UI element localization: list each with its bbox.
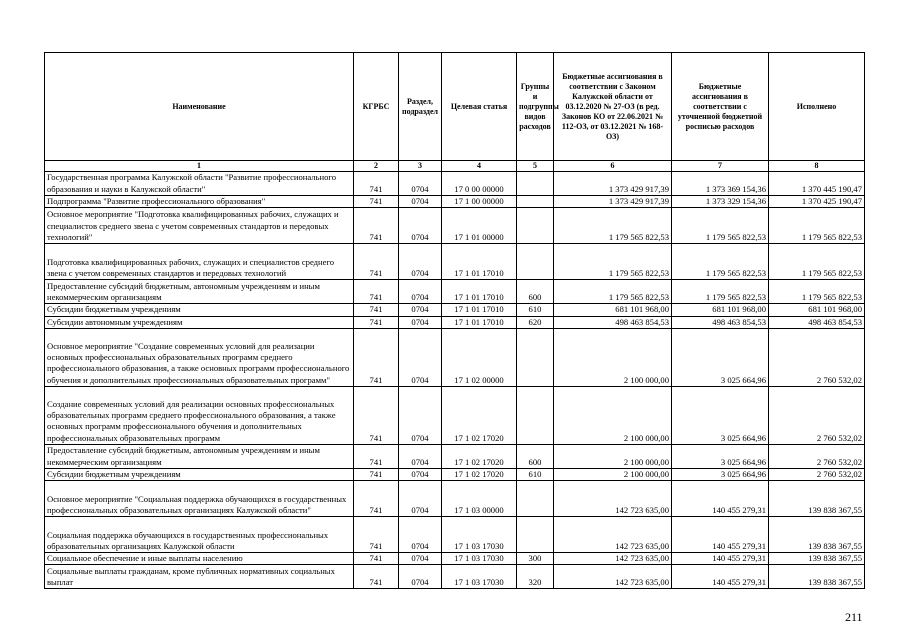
row-target-cell: 17 1 01 17010 bbox=[442, 244, 517, 280]
row-group-cell bbox=[517, 172, 554, 196]
table-row bbox=[45, 280, 865, 304]
col-number: 7 bbox=[672, 161, 769, 172]
row-name-cell: Социальные выплаты гражданам, кроме публичных нормативных социальных выплат bbox=[45, 565, 354, 589]
row-executed-cell: 1 179 565 822,53 bbox=[769, 208, 865, 244]
row-target-cell: 17 1 03 00000 bbox=[442, 481, 517, 517]
row-alloc-law-cell: 1 373 429 917,39 bbox=[554, 196, 672, 208]
row-alloc-refined-cell: 1 179 565 822,53 bbox=[672, 244, 769, 280]
table-row bbox=[45, 468, 865, 480]
table-row bbox=[45, 316, 865, 328]
row-group-cell: 600 bbox=[517, 444, 554, 468]
row-group-cell: 300 bbox=[517, 553, 554, 565]
row-target-cell: 17 1 01 17010 bbox=[442, 304, 517, 316]
row-target-cell: 17 1 02 00000 bbox=[442, 328, 517, 386]
table-row bbox=[45, 553, 865, 565]
row-target-cell: 17 1 00 00000 bbox=[442, 196, 517, 208]
row-alloc-refined-cell: 3 025 664,96 bbox=[672, 328, 769, 386]
row-executed-cell: 1 370 425 190,47 bbox=[769, 196, 865, 208]
row-name-cell: Подпрограмма "Развитие профессионального образования" bbox=[45, 196, 354, 208]
row-alloc-refined-cell: 1 179 565 822,53 bbox=[672, 280, 769, 304]
row-alloc-law-cell: 142 723 635,00 bbox=[554, 553, 672, 565]
row-executed-cell: 1 179 565 822,53 bbox=[769, 280, 865, 304]
column-number-row bbox=[45, 161, 865, 172]
row-section-cell: 0704 bbox=[399, 304, 442, 316]
row-alloc-law-cell: 498 463 854,53 bbox=[554, 316, 672, 328]
row-executed-cell: 2 760 532,02 bbox=[769, 328, 865, 386]
row-alloc-law-cell: 142 723 635,00 bbox=[554, 565, 672, 589]
table-row bbox=[45, 304, 865, 316]
row-alloc-refined-cell: 140 455 279,31 bbox=[672, 517, 769, 553]
row-target-cell: 17 1 02 17020 bbox=[442, 468, 517, 480]
row-alloc-law-cell: 2 100 000,00 bbox=[554, 444, 672, 468]
col-header-alloc-refined: Бюджетные ассигнования в соответствии с уточненной бюджетной росписью расходов bbox=[672, 53, 769, 161]
row-section-cell: 0704 bbox=[399, 517, 442, 553]
col-number: 1 bbox=[45, 161, 354, 172]
row-alloc-law-cell: 1 179 565 822,53 bbox=[554, 208, 672, 244]
row-section-cell: 0704 bbox=[399, 208, 442, 244]
row-executed-cell: 1 179 565 822,53 bbox=[769, 244, 865, 280]
row-name-cell: Создание современных условий для реализации основных профессиональных образовательных программ среднего профессионального образования, а также основных программ профессионального обучения и дополнительных профессиональных образовательных программ bbox=[45, 386, 354, 444]
table-row bbox=[45, 386, 865, 444]
row-name-cell: Социальное обеспечение и иные выплаты населению bbox=[45, 553, 354, 565]
row-alloc-law-cell: 142 723 635,00 bbox=[554, 517, 672, 553]
row-alloc-refined-cell: 1 373 369 154,36 bbox=[672, 172, 769, 196]
row-name-cell: Субсидии бюджетным учреждениям bbox=[45, 468, 354, 480]
row-alloc-refined-cell: 140 455 279,31 bbox=[672, 553, 769, 565]
row-alloc-law-cell: 1 179 565 822,53 bbox=[554, 280, 672, 304]
row-kgrbs-cell: 741 bbox=[354, 304, 399, 316]
row-alloc-refined-cell: 3 025 664,96 bbox=[672, 468, 769, 480]
row-alloc-refined-cell: 3 025 664,96 bbox=[672, 444, 769, 468]
col-number: 4 bbox=[442, 161, 517, 172]
row-name-cell: Предоставление субсидий бюджетным, автономным учреждениям и иным некоммерческим организациям bbox=[45, 280, 354, 304]
col-header-name: Наименование bbox=[45, 53, 354, 161]
row-group-cell bbox=[517, 244, 554, 280]
row-alloc-refined-cell: 140 455 279,31 bbox=[672, 481, 769, 517]
row-alloc-refined-cell: 1 373 329 154,36 bbox=[672, 196, 769, 208]
row-target-cell: 17 1 01 17010 bbox=[442, 316, 517, 328]
row-group-cell: 610 bbox=[517, 468, 554, 480]
row-name-cell: Социальная поддержка обучающихся в государственных профессиональных образовательных организациях Калужской области bbox=[45, 517, 354, 553]
page-number: 211 bbox=[845, 610, 863, 624]
row-kgrbs-cell: 741 bbox=[354, 196, 399, 208]
col-header-executed: Исполнено bbox=[769, 53, 865, 161]
table-row bbox=[45, 244, 865, 280]
table-row bbox=[45, 517, 865, 553]
budget-table bbox=[44, 52, 865, 589]
row-kgrbs-cell: 741 bbox=[354, 244, 399, 280]
row-section-cell: 0704 bbox=[399, 553, 442, 565]
row-executed-cell: 2 760 532,02 bbox=[769, 468, 865, 480]
row-group-cell: 610 bbox=[517, 304, 554, 316]
row-section-cell: 0704 bbox=[399, 444, 442, 468]
row-name-cell: Государственная программа Калужской области "Развитие профессионального образования и науки в Калужской области" bbox=[45, 172, 354, 196]
row-section-cell: 0704 bbox=[399, 565, 442, 589]
row-executed-cell: 498 463 854,53 bbox=[769, 316, 865, 328]
row-target-cell: 17 1 02 17020 bbox=[442, 386, 517, 444]
row-name-cell: Основное мероприятие "Подготовка квалифицированных рабочих, служащих и специалистов среднего звена с учетом современных стандартов и передовых технологий" bbox=[45, 208, 354, 244]
row-section-cell: 0704 bbox=[399, 172, 442, 196]
row-target-cell: 17 0 00 00000 bbox=[442, 172, 517, 196]
row-kgrbs-cell: 741 bbox=[354, 468, 399, 480]
row-target-cell: 17 1 01 17010 bbox=[442, 280, 517, 304]
row-executed-cell: 139 838 367,55 bbox=[769, 565, 865, 589]
col-number: 3 bbox=[399, 161, 442, 172]
row-kgrbs-cell: 741 bbox=[354, 517, 399, 553]
table-row bbox=[45, 565, 865, 589]
row-target-cell: 17 1 03 17030 bbox=[442, 553, 517, 565]
row-kgrbs-cell: 741 bbox=[354, 316, 399, 328]
row-alloc-law-cell: 2 100 000,00 bbox=[554, 468, 672, 480]
row-section-cell: 0704 bbox=[399, 386, 442, 444]
row-executed-cell: 139 838 367,55 bbox=[769, 517, 865, 553]
table-row bbox=[45, 481, 865, 517]
row-group-cell: 620 bbox=[517, 316, 554, 328]
row-alloc-law-cell: 2 100 000,00 bbox=[554, 386, 672, 444]
col-number: 5 bbox=[517, 161, 554, 172]
table-row bbox=[45, 328, 865, 386]
row-group-cell bbox=[517, 208, 554, 244]
row-target-cell: 17 1 03 17030 bbox=[442, 517, 517, 553]
row-executed-cell: 139 838 367,55 bbox=[769, 553, 865, 565]
table-row bbox=[45, 444, 865, 468]
row-alloc-refined-cell: 3 025 664,96 bbox=[672, 386, 769, 444]
col-header-kgrbs: КГРБС bbox=[354, 53, 399, 161]
row-group-cell bbox=[517, 517, 554, 553]
row-section-cell: 0704 bbox=[399, 196, 442, 208]
row-group-cell bbox=[517, 196, 554, 208]
col-number: 8 bbox=[769, 161, 865, 172]
row-group-cell: 600 bbox=[517, 280, 554, 304]
row-alloc-law-cell: 681 101 968,00 bbox=[554, 304, 672, 316]
row-alloc-refined-cell: 498 463 854,53 bbox=[672, 316, 769, 328]
row-section-cell: 0704 bbox=[399, 468, 442, 480]
row-section-cell: 0704 bbox=[399, 280, 442, 304]
col-header-section: Раздел, подраздел bbox=[399, 53, 442, 161]
col-header-groups: Группы и подгруппы видов расходов bbox=[517, 53, 554, 161]
row-section-cell: 0704 bbox=[399, 316, 442, 328]
table-row bbox=[45, 196, 865, 208]
col-number: 6 bbox=[554, 161, 672, 172]
row-kgrbs-cell: 741 bbox=[354, 444, 399, 468]
row-target-cell: 17 1 01 00000 bbox=[442, 208, 517, 244]
header-row bbox=[45, 53, 865, 161]
row-target-cell: 17 1 03 17030 bbox=[442, 565, 517, 589]
row-group-cell bbox=[517, 328, 554, 386]
row-executed-cell: 1 370 445 190,47 bbox=[769, 172, 865, 196]
row-name-cell: Основное мероприятие "Социальная поддержка обучающихся в государственных профессиональных образовательных организациях Калужской области" bbox=[45, 481, 354, 517]
col-number: 2 bbox=[354, 161, 399, 172]
col-header-alloc-law: Бюджетные ассигнования в соответствии с Законом Калужской области от 03.12.2020 № 27-ОЗ (в ред. Законов КО от 22.06.2021 № 112-ОЗ, от 03.12.2021 № 168-ОЗ) bbox=[554, 53, 672, 161]
row-alloc-refined-cell: 140 455 279,31 bbox=[672, 565, 769, 589]
row-section-cell: 0704 bbox=[399, 328, 442, 386]
row-group-cell bbox=[517, 386, 554, 444]
row-name-cell: Подготовка квалифицированных рабочих, служащих и специалистов среднего звена с учетом современных стандартов и передовых технологий bbox=[45, 244, 354, 280]
row-section-cell: 0704 bbox=[399, 244, 442, 280]
table-row bbox=[45, 208, 865, 244]
row-kgrbs-cell: 741 bbox=[354, 553, 399, 565]
row-kgrbs-cell: 741 bbox=[354, 481, 399, 517]
row-name-cell: Субсидии бюджетным учреждениям bbox=[45, 304, 354, 316]
row-group-cell: 320 bbox=[517, 565, 554, 589]
row-kgrbs-cell: 741 bbox=[354, 328, 399, 386]
row-kgrbs-cell: 741 bbox=[354, 386, 399, 444]
col-header-target: Целевая статья bbox=[442, 53, 517, 161]
row-kgrbs-cell: 741 bbox=[354, 208, 399, 244]
row-name-cell: Предоставление субсидий бюджетным, автономным учреждениям и иным некоммерческим организациям bbox=[45, 444, 354, 468]
row-executed-cell: 2 760 532,02 bbox=[769, 386, 865, 444]
row-alloc-law-cell: 2 100 000,00 bbox=[554, 328, 672, 386]
row-alloc-refined-cell: 1 179 565 822,53 bbox=[672, 208, 769, 244]
row-group-cell bbox=[517, 481, 554, 517]
row-alloc-refined-cell: 681 101 968,00 bbox=[672, 304, 769, 316]
row-kgrbs-cell: 741 bbox=[354, 280, 399, 304]
row-kgrbs-cell: 741 bbox=[354, 172, 399, 196]
row-alloc-law-cell: 1 179 565 822,53 bbox=[554, 244, 672, 280]
row-kgrbs-cell: 741 bbox=[354, 565, 399, 589]
row-name-cell: Субсидии автономным учреждениям bbox=[45, 316, 354, 328]
row-alloc-law-cell: 142 723 635,00 bbox=[554, 481, 672, 517]
row-section-cell: 0704 bbox=[399, 481, 442, 517]
row-target-cell: 17 1 02 17020 bbox=[442, 444, 517, 468]
table-row bbox=[45, 172, 865, 196]
row-alloc-law-cell: 1 373 429 917,39 bbox=[554, 172, 672, 196]
row-executed-cell: 139 838 367,55 bbox=[769, 481, 865, 517]
row-executed-cell: 681 101 968,00 bbox=[769, 304, 865, 316]
row-executed-cell: 2 760 532,02 bbox=[769, 444, 865, 468]
row-name-cell: Основное мероприятие "Создание современных условий для реализации основных профессиональных образовательных программ среднего профессионального образования, а также основных программ профессионального обучения и дополнительных профессиональных образовательных программ" bbox=[45, 328, 354, 386]
